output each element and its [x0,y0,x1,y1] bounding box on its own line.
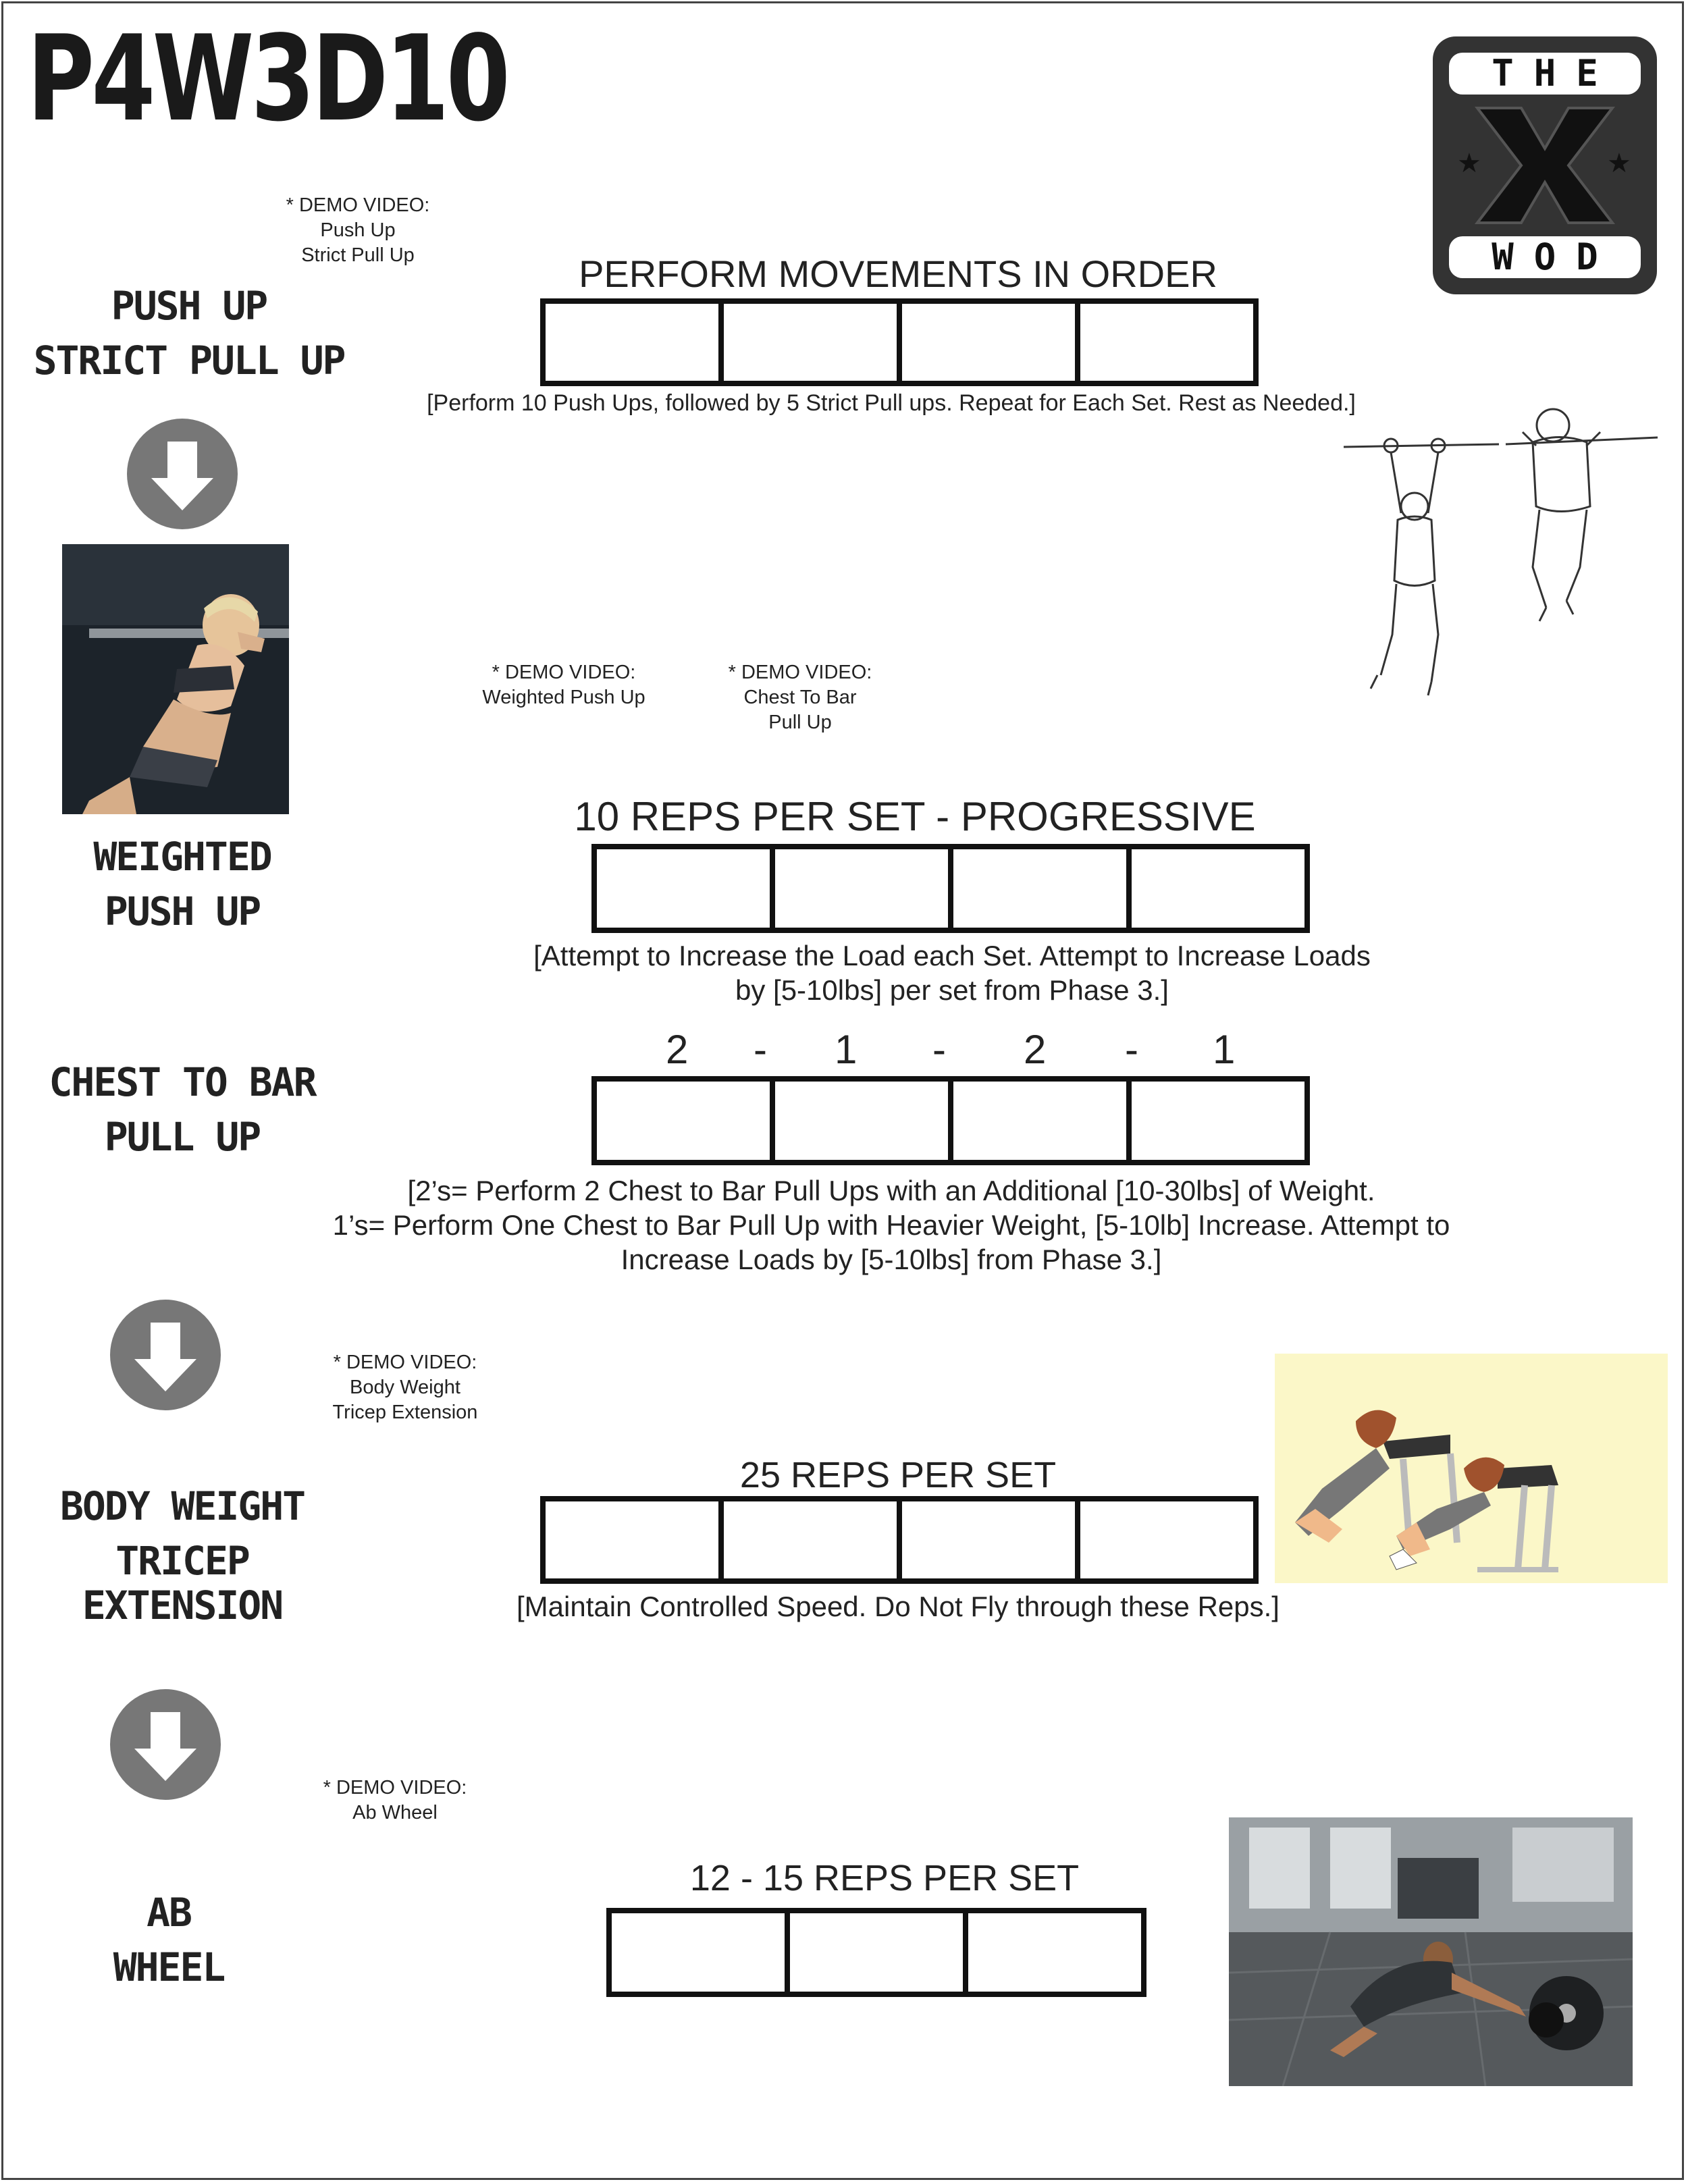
demo-item: Tricep Extension [332,1402,478,1423]
set-box[interactable] [770,1076,953,1165]
set-box[interactable] [1126,844,1310,933]
set-box[interactable] [718,1496,902,1584]
page-title: P4W3D10 [27,11,508,148]
rep-scheme [591,1026,1307,1073]
set-boxes-row [606,1908,1146,1997]
rep-scheme-item: 1 [835,1027,858,1072]
demo-video-link-ab-wheel[interactable] [297,1776,493,1826]
set-box[interactable] [948,1076,1132,1165]
set-box[interactable] [897,1496,1080,1584]
set-box[interactable] [591,844,775,933]
section-note [297,1173,1485,1277]
set-boxes-row [540,298,1259,386]
demo-video-link-weighted-push-up[interactable] [459,660,668,710]
section-note: [Perform 10 Push Ups, followed by 5 Strict Pull ups. Repeat for Each Set. Rest as Needed.] [427,390,1356,416]
down-arrow-icon [110,1689,221,1800]
set-box[interactable] [948,844,1132,933]
rep-scheme-item: - [1125,1027,1138,1072]
section-note: [Maintain Controlled Speed. Do Not Fly through these Reps.] [517,1591,1280,1622]
section-heading: 25 REPS PER SET [739,1455,1057,1495]
section-heading: PERFORM MOVEMENTS IN ORDER [579,252,1217,295]
svg-text:★: ★ [1457,148,1481,179]
set-box[interactable] [1075,1496,1259,1584]
movement-label-line: AB [147,1890,191,1936]
note-line: [2’s= Perform 2 Chest to Bar Pull Ups with an Additional [10-30lbs] of Weight. [407,1175,1375,1206]
movement-label-line: CHEST TO BAR [49,1059,316,1105]
movement-label-weighted-push-up [27,834,338,934]
demo-video-link-chest-to-bar[interactable] [702,660,898,735]
set-box[interactable] [785,1908,968,1997]
movement-label-body-weight-tricep-extension [7,1484,358,1628]
movement-label-line: PUSH UP [111,283,267,329]
svg-text:★: ★ [1607,148,1631,179]
movement-label-line: WEIGHTED [93,834,271,880]
demo-item: Chest To Bar [743,687,857,708]
down-arrow-icon [110,1300,221,1410]
demo-item: Body Weight [350,1377,460,1398]
logo-top-text: THE [1492,52,1618,95]
rep-scheme-item: 2 [1024,1027,1047,1072]
the-x-wod-logo [1430,34,1660,297]
down-arrow-icon [127,419,238,529]
demo-item: Pull Up [768,712,832,733]
section-note [378,938,1526,1007]
pull-up-illustration [1344,405,1661,709]
set-box[interactable] [1075,298,1259,386]
movement-label-line: PULL UP [104,1113,261,1160]
demo-video-link-push-up-pull-up[interactable] [263,193,452,268]
rep-scheme-item: - [932,1027,946,1072]
movement-label-line: BODY WEIGHT [59,1483,305,1529]
rep-scheme-item: 1 [1213,1027,1236,1072]
section-heading: 12 - 15 REPS PER SET [689,1858,1080,1898]
set-box[interactable] [1126,1076,1310,1165]
movement-label-line: STRICT PULL UP [33,337,345,383]
demo-label: * DEMO VIDEO: [323,1777,467,1799]
demo-video-link-tricep-extension[interactable] [304,1350,506,1425]
demo-label: * DEMO VIDEO: [728,662,872,683]
set-box[interactable] [897,298,1080,386]
demo-item: Ab Wheel [352,1802,438,1823]
note-line: [Attempt to Increase the Load each Set. Attempt to Increase Loads [533,940,1371,971]
note-line: Increase Loads by [5-10lbs] from Phase 3.] [621,1244,1162,1275]
ab-wheel-photo [1229,1817,1633,2086]
logo-bottom-text: WOD [1492,236,1618,278]
rep-scheme-item: 2 [666,1027,689,1072]
set-box[interactable] [963,1908,1146,1997]
set-boxes-row [591,844,1310,933]
demo-label: * DEMO VIDEO: [492,662,636,683]
demo-label: * DEMO VIDEO: [286,194,430,216]
movement-label-ab-wheel [54,1890,284,1990]
rep-scheme-item: - [754,1027,767,1072]
movement-label-chest-to-bar-pull-up [27,1060,338,1159]
note-line: 1’s= Perform One Chest to Bar Pull Up with Heavier Weight, [5-10lb] Increase. Attempt to [332,1209,1450,1241]
set-box[interactable] [770,844,953,933]
set-box[interactable] [591,1076,775,1165]
section-heading: 10 REPS PER SET - PROGRESSIVE [574,794,1256,839]
set-box[interactable] [606,1908,790,1997]
demo-item: Push Up [320,219,396,241]
demo-item: Strict Pull Up [301,244,415,266]
demo-item: Weighted Push Up [482,687,645,708]
chest-to-bar-photo [62,544,289,814]
tricep-extension-illustration [1275,1354,1668,1583]
set-box[interactable] [540,1496,724,1584]
movement-label-line: PUSH UP [104,888,261,934]
set-box[interactable] [540,298,724,386]
movement-label-push-up-strict-pull-up [27,284,351,383]
set-box[interactable] [718,298,902,386]
set-boxes-row [540,1496,1259,1584]
demo-label: * DEMO VIDEO: [333,1352,477,1373]
set-boxes-row [591,1076,1310,1165]
note-line: by [5-10lbs] per set from Phase 3.] [735,974,1169,1006]
movement-label-line: WHEEL [113,1944,225,1990]
movement-label-line: TRICEP EXTENSION [82,1537,283,1629]
